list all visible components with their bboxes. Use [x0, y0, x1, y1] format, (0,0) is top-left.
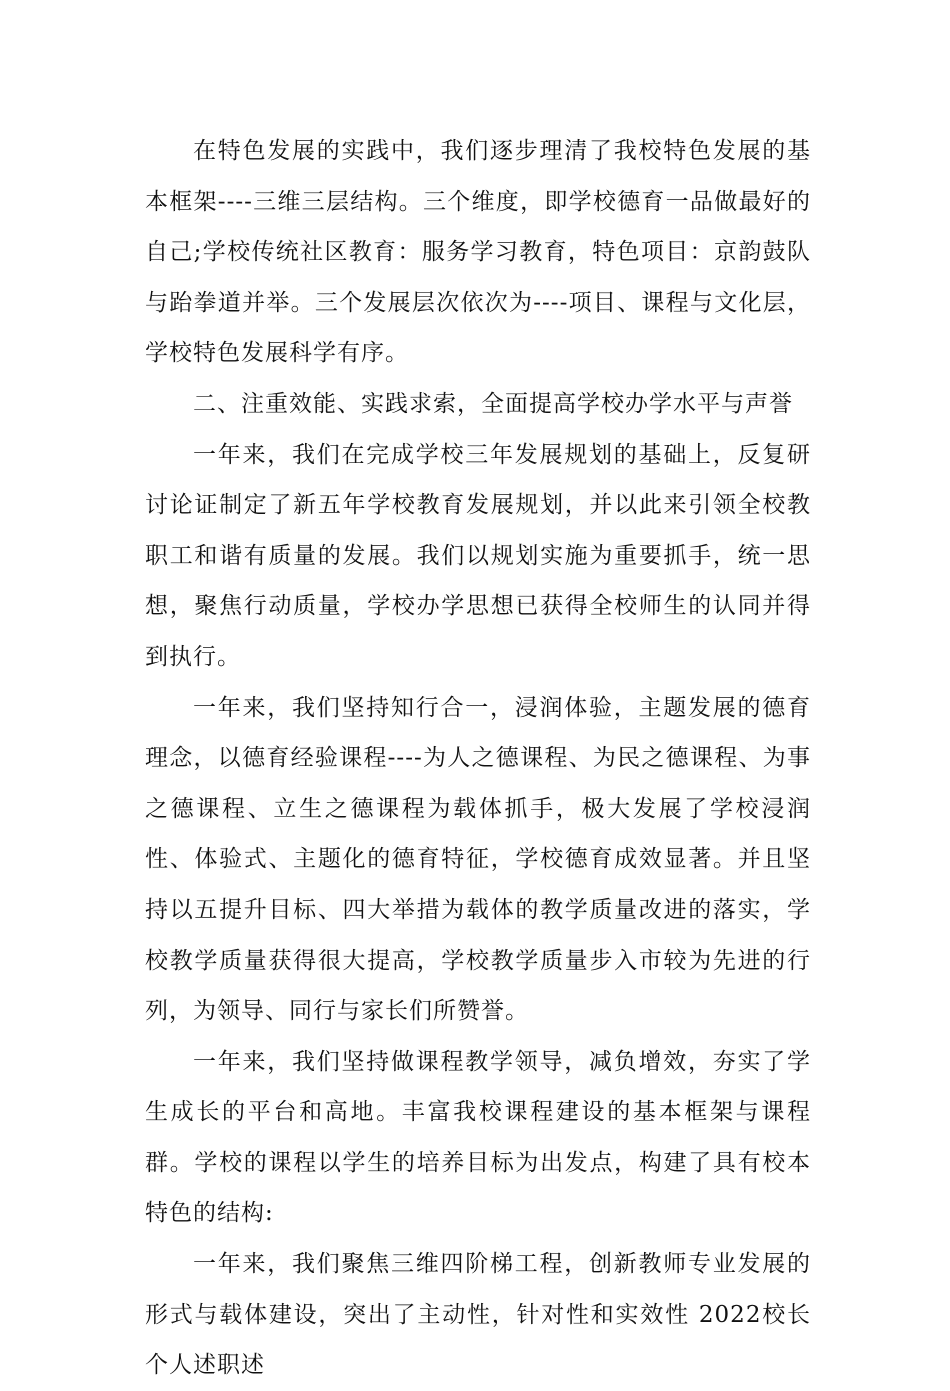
paragraph-1: 在特色发展的实践中，我们逐步理清了我校特色发展的基本框架----三维三层结构。三个维度，即学校德育一品做最好的自己;学校传统社区教育：服务学习教育，特色项目：京韵鼓队与跆拳道并举。三个发展层次依次为----项目、课程与文化层，学校特色发展科学有序。 — [145, 138, 811, 367]
paragraph-5: 一年来，我们聚焦三维四阶梯工程，创新教师专业发展的形式与载体建设，突出了主动性，针对性和实效性 2022校长个人述职述 — [145, 1251, 811, 1379]
document-body — [145, 126, 811, 1391]
paragraph-4: 一年来，我们坚持做课程教学领导，减负增效，夯实了学生成长的平台和高地。丰富我校课程建设的基本框架与课程群。学校的课程以学生的培养目标为出发点，构建了具有校本特色的结构: — [145, 1048, 811, 1227]
section-heading: 二、注重效能、实践求索，全面提高学校办学水平与声誉 — [193, 390, 793, 417]
paragraph-2: 一年来，我们在完成学校三年发展规划的基础上，反复研讨论证制定了新五年学校教育发展规划，并以此来引领全校教职工和谐有质量的发展。我们以规划实施为重要抓手，统一思想，聚焦行动质量，学校办学思想已获得全校师生的认同并得到执行。 — [145, 441, 811, 670]
paragraph-3: 一年来，我们坚持知行合一，浸润体验，主题发展的德育理念，以德育经验课程----为人之德课程、为民之德课程、为事之德课程、立生之德课程为载体抓手，极大发展了学校浸润性、体验式、主题化的德育特征，学校德育成效显著。并且坚持以五提升目标、四大举措为载体的教学质量改进的落实，学校教学质量获得很大提高，学校教学质量步入市较为先进的行列，为领导、同行与家长们所赞誉。 — [145, 694, 811, 1025]
